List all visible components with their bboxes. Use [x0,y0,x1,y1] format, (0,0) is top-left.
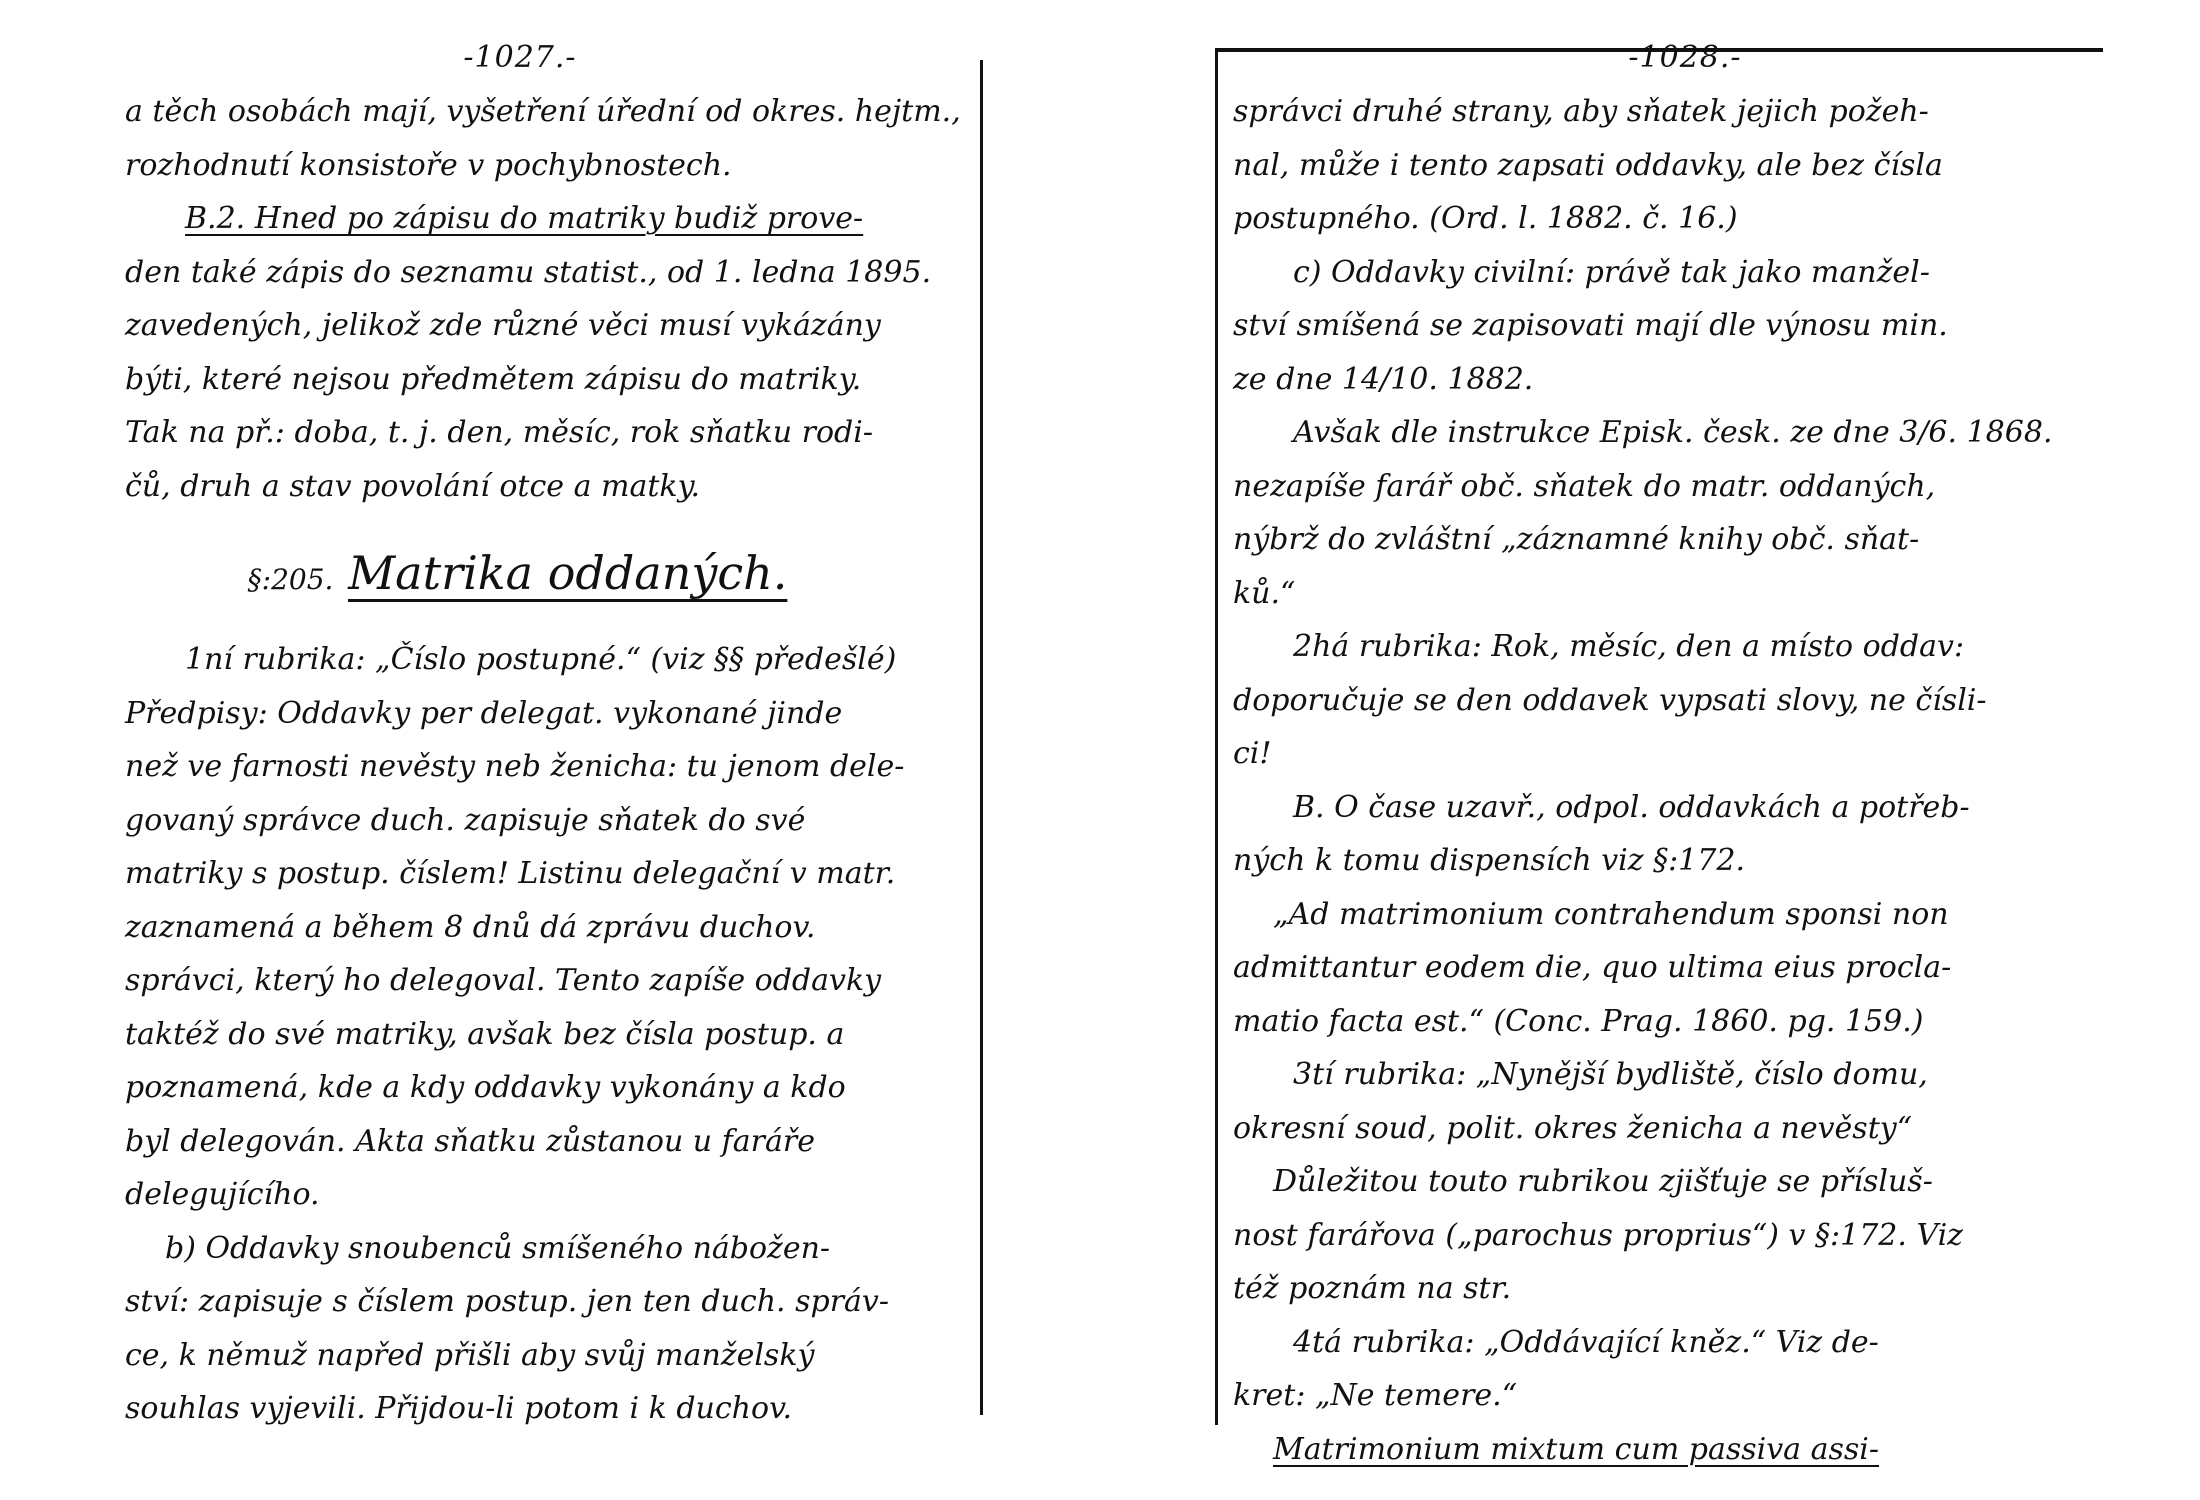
text-line: zaznamená a během 8 dnů dá zprávu duchov. [125,909,816,945]
text-line: postupného. (Ord. l. 1882. č. 16.) [1233,201,1738,236]
text-line: govaný správce duch. zapisuje sňatek do své [125,802,806,838]
text-line: Avšak dle instrukce Episk. česk. ze dne 3/6. 1868. [1293,415,2053,450]
text-line: admittantur eodem die, quo ultima eius procla- [1233,950,1952,985]
text-line: ce, k němuž napřed přišli aby svůj manželský [125,1337,815,1373]
text-line: matio facta est.“ (Conc. Prag. 1860. pg. 159.) [1233,1003,1924,1039]
text-line: správci, který ho delegoval. Tento zapíše oddavky [125,963,882,998]
text-line: též poznám na str. [1233,1271,1512,1306]
text-line: ství: zapisuje s číslem postup. jen ten duch. správ- [125,1284,890,1319]
text-line: Tak na př.: doba, t. j. den, měsíc, rok sňatku rodi- [125,415,873,450]
text-line: den také zápis do seznamu statist., od 1. ledna 1895. [125,254,932,290]
text-line: ci! [1233,736,1272,771]
text-line: doporučuje se den oddavek vypsati slovy, ne čísli- [1233,682,1987,718]
text-line: ze dne 14/10. 1882. [1233,361,1534,397]
section-number: §:205. [247,563,334,596]
text-line: B. O čase uzavř., odpol. oddavkách a potřeb- [1293,789,1970,825]
text-line: taktéž do své matriky, avšak bez čísla postup. a [125,1016,845,1052]
text-line: nýbrž do zvláštní „záznamné knihy obč. sňat- [1233,522,1920,557]
text-line: souhlas vyjevili. Přijdou-li potom i k duchov. [125,1391,792,1426]
text-line: Důležitou touto rubrikou zjišťuje se přísluš- [1273,1164,1933,1199]
right-page-text [1233,85,2095,1476]
right-page-margin-rule [1215,50,1218,1425]
text-line: kret: „Ne temere.“ [1233,1378,1518,1413]
text-line: ných k tomu dispensích viz §:172. [1233,843,1745,878]
text-line: býti, které nejsou předmětem zápisu do matriky. [125,361,862,397]
text-line: 2há rubrika: Rok, měsíc, den a místo oddav: [1293,629,1965,664]
left-page-text [125,85,970,1436]
text-line: byl delegován. Akta sňatku zůstanou u faráře [125,1123,815,1159]
section-heading [125,513,970,633]
text-line: a těch osobách mají, vyšetření úřední od okres. hejtm., [125,94,961,129]
text-line: c) Oddavky civilní: právě tak jako manžel- [1293,254,1930,290]
text-line: 4tá rubrika: „Oddávající kněz.“ Viz de- [1293,1324,1879,1360]
text-line: čů, druh a stav povolání otce a matky. [125,468,701,504]
text-line: matriky s postup. číslem! Listinu delegační v matr. [125,856,896,891]
text-line: b) Oddavky snoubenců smíšeného nábožen- [165,1230,831,1266]
left-page [110,40,990,1430]
text-line: 3tí rubrika: „Nynější bydliště, číslo domu, [1293,1057,1928,1092]
text-line: než ve farnosti nevěsty neb ženicha: tu jenom dele- [125,749,905,784]
text-line: delegujícího. [125,1177,320,1212]
text-line: B.2. Hned po zápisu do matriky budiž prove- [185,201,864,236]
text-line: 1ní rubrika: „Číslo postupné.“ (viz §§ předešlé) [185,642,897,677]
left-page-number: -1027.- [463,40,577,75]
text-line: zavedených, jelikož zde různé věci musí vykázány [125,308,881,343]
right-page [1215,40,2095,1467]
text-line: ství smíšená se zapisovati mají dle výnosu min. [1233,308,1948,343]
text-line: nal, může i tento zapsati oddavky, ale bez čísla [1233,147,1943,183]
left-page-margin-rule [980,60,983,1415]
text-line: okresní soud, polit. okres ženicha a nevěsty“ [1233,1110,1913,1146]
section-title: Matrika oddaných. [348,546,788,600]
text-line: nezapíše farář obč. sňatek do matr. oddaných, [1233,468,1936,504]
text-line: rozhodnutí konsistoře v pochybnostech. [125,147,732,183]
text-line: ků.“ [1233,575,1296,611]
text-line: poznamená, kde a kdy oddavky vykonány a kdo [125,1070,846,1105]
text-line: Předpisy: Oddavky per delegat. vykonané jinde [125,695,843,731]
text-line: nost farářova („parochus proprius“) v §:172. Viz [1233,1217,1963,1253]
text-line: Matrimonium mixtum cum passiva assi- [1273,1431,1880,1467]
text-line: správci druhé strany, aby sňatek jejich požeh- [1233,94,1929,129]
text-line: „Ad matrimonium contrahendum sponsi non [1273,896,1949,932]
right-page-number: -1028.- [1628,40,1742,75]
